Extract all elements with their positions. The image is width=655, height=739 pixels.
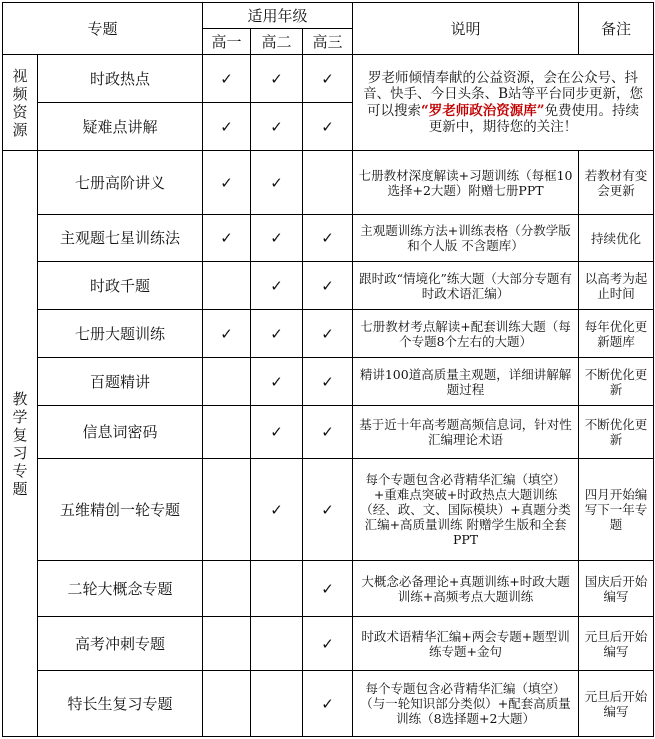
check-grade-3: ✓ — [303, 406, 353, 459]
search-keyword: “罗老师政治资源库” — [421, 102, 545, 119]
description-cell: 跟时政“情境化”练大题（大部分专题有时政术语汇编） — [353, 262, 579, 310]
header-grade-3: 高三 — [303, 29, 353, 55]
description-cell: 七册教材考点解读+配套训练大题（每个专题8个左右的大题） — [353, 310, 579, 358]
topic-cell: 高考冲刺专题 — [38, 617, 203, 671]
check-grade-1: ✓ — [203, 55, 251, 103]
note-cell: 四月开始编写下一年专题 — [579, 459, 654, 561]
topic-cell: 二轮大概念专题 — [38, 561, 203, 617]
note-cell: 以高考为起止时间 — [579, 262, 654, 310]
header-topic: 专题 — [3, 3, 203, 55]
check-grade-1: ✓ — [203, 215, 251, 262]
note-cell: 元旦后开始编写 — [579, 617, 654, 671]
description-cell: 大概念必备理论+真题训练+时政大题训练+高频考点大题训练 — [353, 561, 579, 617]
note-cell: 每年优化更新题库 — [579, 310, 654, 358]
video-description: 罗老师倾情奉献的公益资源，会在公众号、抖音、快手、今日头条、B站等平台同步更新，您可以搜索“罗老师政治资源库”免费使用。持续更新中，期待您的关注！ — [353, 55, 654, 151]
check-grade-3: ✓ — [303, 103, 353, 151]
check-grade-2: ✓ — [251, 262, 303, 310]
video-section-label: 视 频 资 源 — [3, 55, 38, 151]
description-cell: 精讲100道高质量主观题，详细讲解解题过程 — [353, 358, 579, 406]
note-cell: 不断优化更新 — [579, 406, 654, 459]
check-grade-3: ✓ — [303, 310, 353, 358]
check-grade-3: ✓ — [303, 55, 353, 103]
check-grade-3: ✓ — [303, 617, 353, 671]
check-grade-3: ✓ — [303, 561, 353, 617]
topic-cell: 主观题七星训练法 — [38, 215, 203, 262]
note-cell: 若教材有变会更新 — [579, 151, 654, 215]
description-cell: 七册教材深度解读+习题训练（每框10选择+2大题）附赠七册PPT — [353, 151, 579, 215]
header-grade: 适用年级 — [203, 3, 353, 29]
topic-cell: 疑难点讲解 — [38, 103, 203, 151]
header-grade-2: 高二 — [251, 29, 303, 55]
topic-cell: 特长生复习专题 — [38, 671, 203, 737]
check-grade-1 — [203, 671, 251, 737]
topic-cell: 时政千题 — [38, 262, 203, 310]
note-cell: 不断优化更新 — [579, 358, 654, 406]
check-grade-2: ✓ — [251, 215, 303, 262]
check-grade-1 — [203, 459, 251, 561]
check-grade-1: ✓ — [203, 310, 251, 358]
check-grade-2 — [251, 561, 303, 617]
topic-cell: 时政热点 — [38, 55, 203, 103]
check-grade-1: ✓ — [203, 151, 251, 215]
description-cell: 基于近十年高考题高频信息词，针对性汇编理论术语 — [353, 406, 579, 459]
topic-cell: 七册高阶讲义 — [38, 151, 203, 215]
check-grade-1 — [203, 358, 251, 406]
note-cell: 国庆后开始编写 — [579, 561, 654, 617]
topic-cell: 七册大题训练 — [38, 310, 203, 358]
check-grade-2: ✓ — [251, 103, 303, 151]
check-grade-3: ✓ — [303, 262, 353, 310]
check-grade-1 — [203, 561, 251, 617]
check-grade-2 — [251, 671, 303, 737]
teaching-section-label: 教 学 复 习 专 题 — [3, 151, 38, 737]
description-cell: 时政术语精华汇编+两会专题+题型训练专题+金句 — [353, 617, 579, 671]
check-grade-2: ✓ — [251, 310, 303, 358]
check-grade-2: ✓ — [251, 151, 303, 215]
check-grade-3: ✓ — [303, 671, 353, 737]
check-grade-1 — [203, 262, 251, 310]
header-description: 说明 — [353, 3, 579, 55]
check-grade-2 — [251, 617, 303, 671]
check-grade-3 — [303, 151, 353, 215]
check-grade-2: ✓ — [251, 358, 303, 406]
description-cell: 每个专题包含必背精华汇编（填空）+重难点突破+时政热点大题训练（经、政、文、国际模块）+真题分类汇编+高质量训练 附赠学生版和全套PPT — [353, 459, 579, 561]
note-cell: 持续优化 — [579, 215, 654, 262]
check-grade-3: ✓ — [303, 215, 353, 262]
resource-table — [2, 2, 654, 737]
check-grade-2: ✓ — [251, 406, 303, 459]
header-note: 备注 — [579, 3, 654, 55]
check-grade-3: ✓ — [303, 358, 353, 406]
check-grade-3: ✓ — [303, 459, 353, 561]
topic-cell: 信息词密码 — [38, 406, 203, 459]
topic-cell: 百题精讲 — [38, 358, 203, 406]
topic-cell: 五维精创一轮专题 — [38, 459, 203, 561]
check-grade-1 — [203, 406, 251, 459]
header-grade-1: 高一 — [203, 29, 251, 55]
check-grade-2: ✓ — [251, 55, 303, 103]
description-cell: 每个专题包含必背精华汇编（填空）（与一轮知识部分类似）+配套高质量训练（8选择题+2大题） — [353, 671, 579, 737]
check-grade-2: ✓ — [251, 459, 303, 561]
note-cell: 元旦后开始编写 — [579, 671, 654, 737]
check-grade-1: ✓ — [203, 103, 251, 151]
check-grade-1 — [203, 617, 251, 671]
description-cell: 主观题训练方法+训练表格（分教学版和个人版 不含题库） — [353, 215, 579, 262]
